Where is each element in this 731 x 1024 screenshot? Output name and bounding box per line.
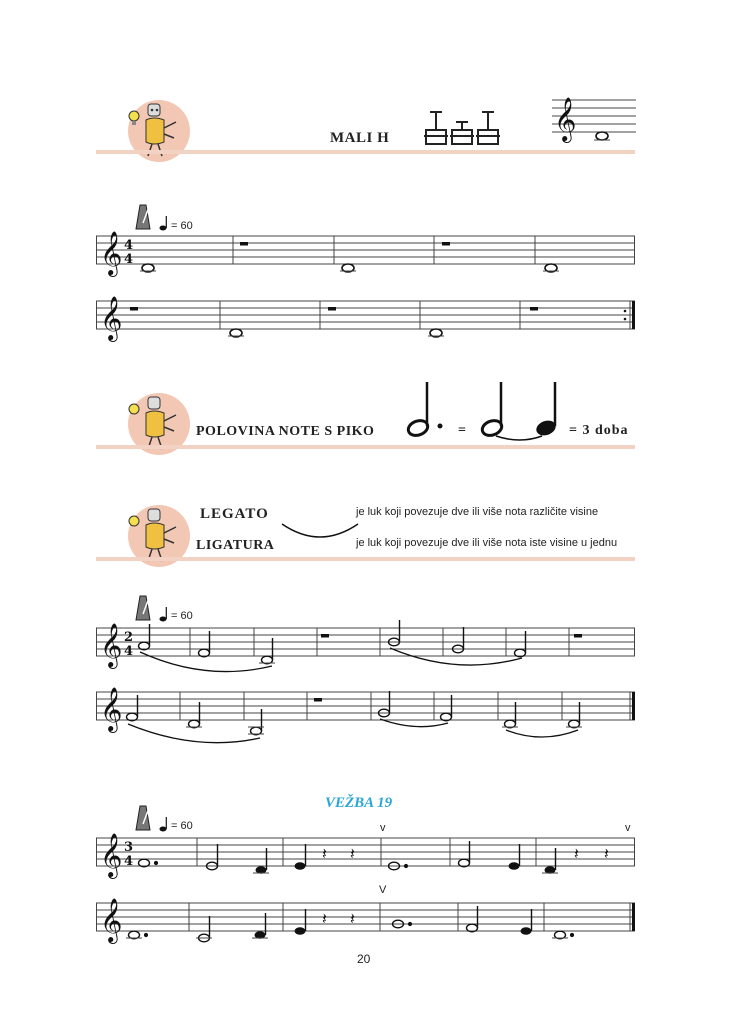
svg-text:𝄞: 𝄞	[100, 296, 123, 340]
exercise2-staff-2	[96, 688, 636, 748]
ligatura-label: LIGATURA	[196, 538, 275, 553]
tempo-marking: = 60	[171, 610, 193, 622]
staff-mali-h	[552, 94, 637, 154]
equals-sign: =	[458, 423, 467, 438]
svg-text:𝄽: 𝄽	[574, 844, 579, 863]
svg-text:𝄽: 𝄽	[322, 909, 327, 928]
dotted-half-note-icon	[400, 380, 560, 440]
section-divider	[96, 150, 635, 154]
section-title-polovina: POLOVINA NOTE S PIKO	[196, 424, 375, 439]
svg-text:4: 4	[124, 238, 134, 253]
breath-mark: V	[379, 884, 387, 896]
three-beats-label: = 3 doba	[569, 423, 629, 438]
svg-text:𝄽: 𝄽	[604, 844, 609, 863]
quarter-note-icon	[159, 607, 169, 623]
legato-description: je luk koji povezuje dve ili više nota različite visine	[356, 506, 599, 518]
section-divider	[96, 557, 635, 561]
breath-mark: v	[380, 822, 386, 834]
exercise1-staff-2	[96, 297, 636, 347]
svg-text:3: 3	[124, 840, 134, 855]
metronome-icon	[130, 594, 154, 622]
svg-text:𝄞: 𝄞	[100, 898, 123, 942]
valve-diagram-icon	[424, 108, 504, 148]
exercise1-staff-1	[96, 232, 636, 282]
exercise-title: VEŽBA 19	[325, 795, 393, 811]
svg-text:4: 4	[124, 854, 134, 869]
metronome-icon	[130, 804, 154, 832]
svg-text:𝄞: 𝄞	[100, 687, 123, 731]
svg-text:𝄽: 𝄽	[350, 844, 355, 863]
trumpet-mascot-icon	[124, 503, 184, 563]
svg-text:4: 4	[124, 252, 134, 267]
exercise2-staff-1	[96, 624, 636, 684]
ligatura-description: je luk koji povezuje dve ili više nota iste visine u jednu	[356, 537, 618, 549]
exercise3-staff-2	[96, 899, 636, 949]
tempo-marking: = 60	[171, 820, 193, 832]
exercise3-staff-1	[96, 834, 636, 884]
svg-text:𝄞: 𝄞	[100, 833, 123, 877]
svg-text:4: 4	[124, 644, 134, 659]
svg-text:𝄽: 𝄽	[350, 909, 355, 928]
trumpet-mascot-icon	[124, 391, 184, 451]
metronome-icon	[130, 203, 154, 231]
slur-arc-icon	[280, 520, 360, 544]
tempo-marking: = 60	[171, 220, 193, 232]
section-title-mali-h: MALI H	[330, 130, 390, 146]
svg-text:𝄞: 𝄞	[100, 623, 123, 667]
breath-mark: v	[625, 822, 631, 834]
treble-clef-icon: 𝄞	[554, 97, 577, 141]
svg-text:2: 2	[124, 630, 134, 645]
quarter-note-icon	[159, 216, 169, 232]
svg-text:𝄽: 𝄽	[322, 844, 327, 863]
section-divider	[96, 445, 635, 449]
quarter-note-icon	[159, 817, 169, 833]
svg-text:𝄞: 𝄞	[100, 231, 123, 275]
legato-label: LEGATO	[200, 506, 269, 522]
trumpet-mascot-icon	[124, 98, 184, 158]
page-number: 20	[357, 952, 371, 966]
